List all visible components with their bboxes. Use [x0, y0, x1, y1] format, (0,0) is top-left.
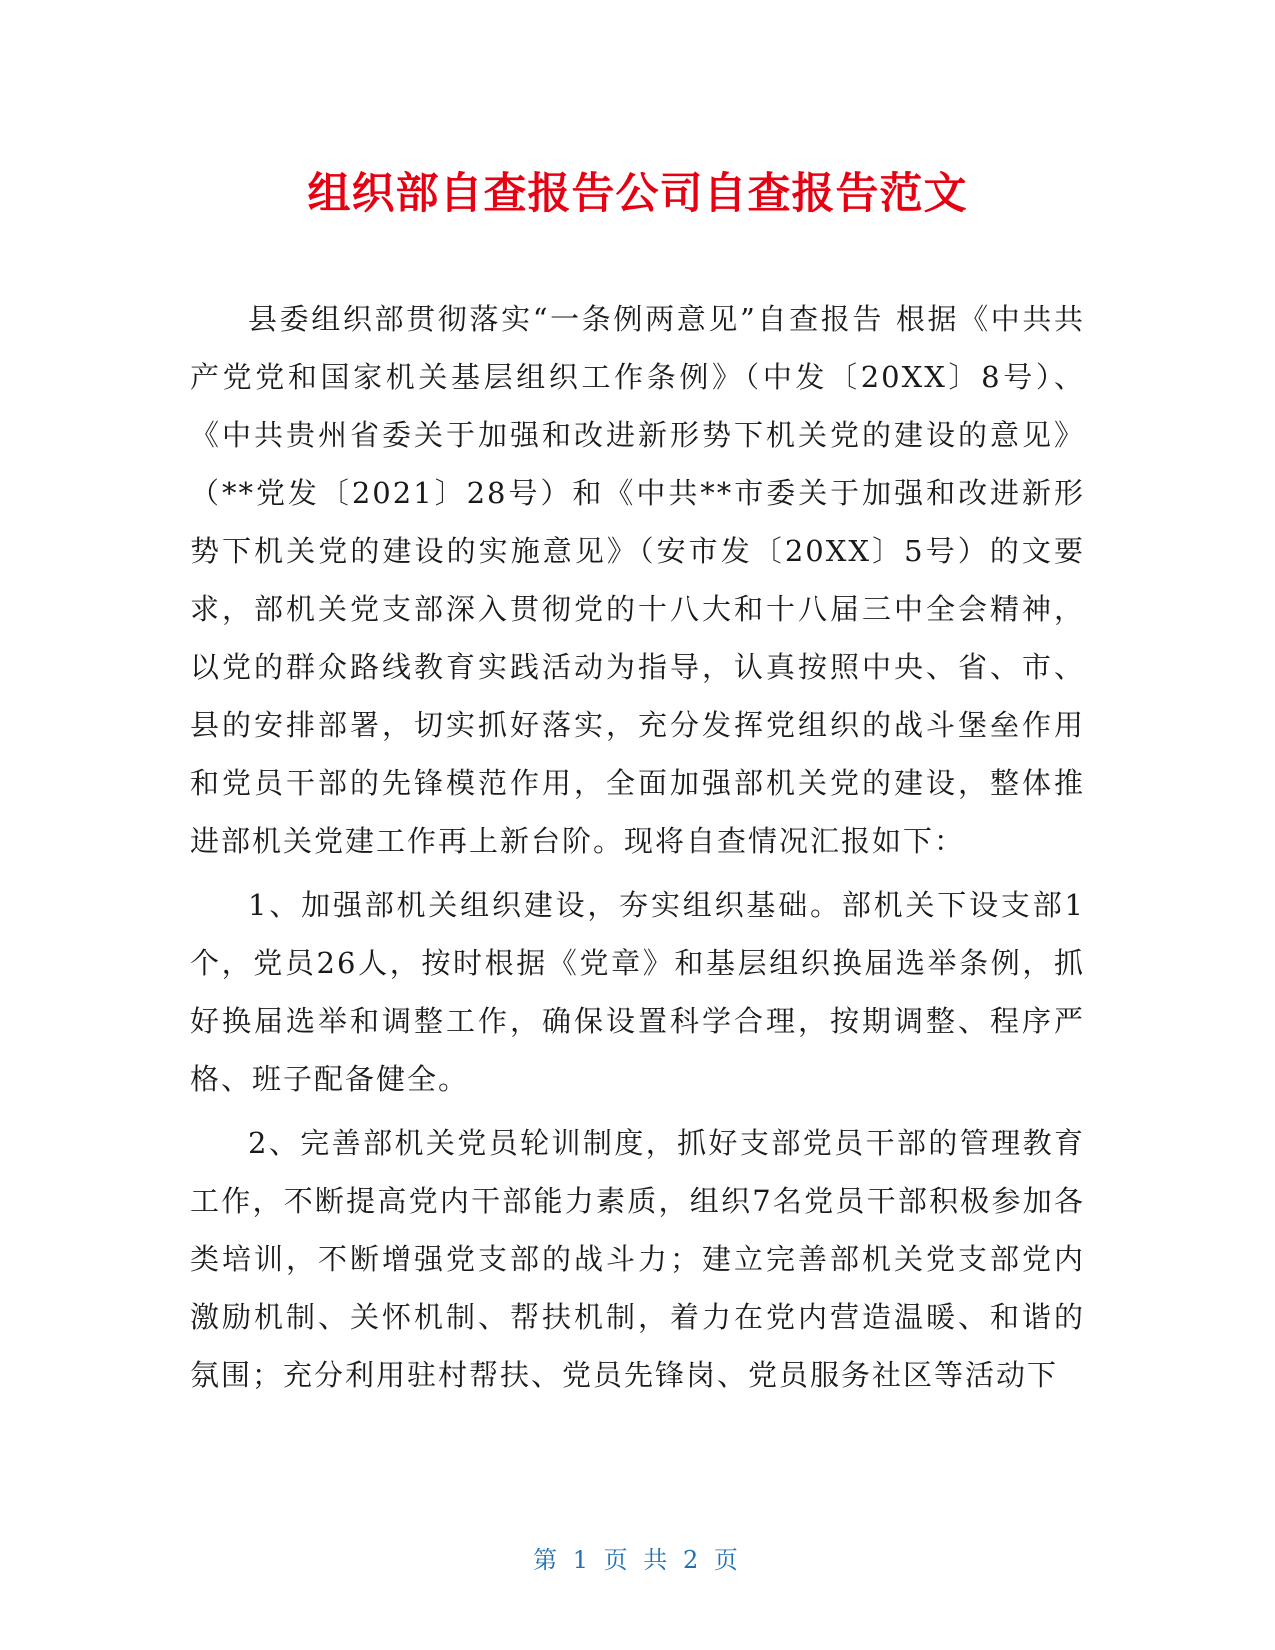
footer-prefix: 第 [533, 1546, 562, 1574]
paragraph-item-1: 1、加强部机关组织建设，夯实组织基础。部机关下设支部1个，党员26人，按时根据《党章》和基层组织换届选举条例，抓好换届选举和调整工作，确保设置科学合理，按期调整、程序严格、班子配备健全。 [190, 888, 1085, 1096]
footer-current-page: 1 [572, 1546, 593, 1574]
paragraph-intro: 县委组织部贯彻落实“一条例两意见”自查报告 根据《中共共产党党和国家机关基层组织工作条例》（中发〔20XX〕8号）、《中共贵州省委关于加强和改进新形势下机关党的建设的意见》（**党发〔2021〕28号）和《中共**市委关于加强和改进新形势下机关党的建设的实施意见》（安市发〔20XX〕5号）的文要求，部机关党支部深入贯彻党的十八大和十八届三中全会精神，以党的群众路线教育实践活动为指导，认真按照中央、省、市、县的安排部署，切实抓好落实，充分发挥党组织的战斗堡垒作用和党员干部的先锋模范作用，全面加强部机关党的建设，整体推进部机关党建工作再上新台阶。现将自查情况汇报如下： [190, 302, 1085, 858]
footer-suffix: 页 [713, 1546, 742, 1574]
document-body [190, 290, 1085, 1404]
footer-mid: 页 共 [603, 1546, 672, 1574]
page-footer [0, 1540, 1275, 1575]
document-title: 组织部自查报告公司自查报告范文 [307, 169, 968, 219]
footer-total-pages: 2 [682, 1546, 703, 1574]
paragraph-item-2: 2、完善部机关党员轮训制度，抓好支部党员干部的管理教育工作，不断提高党内干部能力素质，组织7名党员干部积极参加各类培训，不断增强党支部的战斗力；建立完善部机关党支部党内激励机制、关怀机制、帮扶机制，着力在党内营造温暖、和谐的氛围；充分利用驻村帮扶、党员先锋岗、党员服务社区等活动下 [190, 1126, 1085, 1392]
